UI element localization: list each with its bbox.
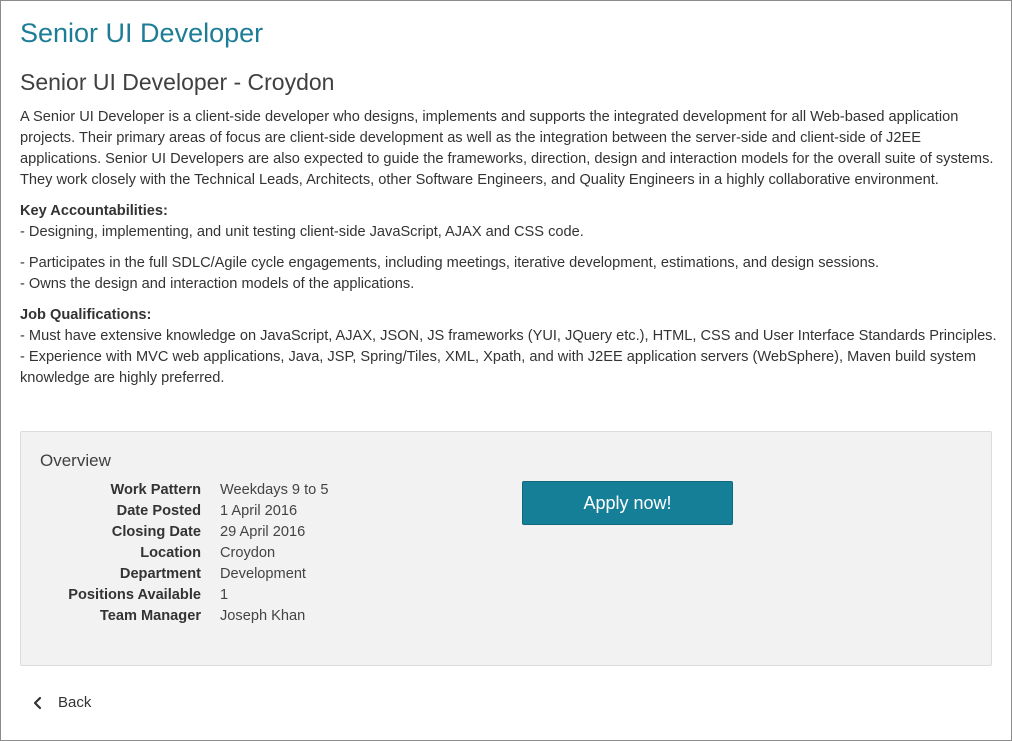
overview-panel [20,431,992,666]
job-description-section [20,107,1000,389]
accountability-item: - Participates in the full SDLC/Agile cycle engagements, including meetings, iterative development, estimations, and design sessions. [20,255,880,271]
detail-value: 29 April 2016 [220,524,306,540]
accountabilities-section [20,201,1000,295]
qualifications-heading: Job Qualifications: [20,307,152,323]
accountability-item: - Owns the design and interaction models of the applications. [20,276,415,292]
detail-value: Development [220,566,306,582]
chevron-left-icon [32,696,44,710]
detail-row-department [21,564,328,585]
detail-row-positions-available [21,585,328,606]
back-link[interactable] [32,694,91,711]
detail-label: Location [140,545,201,561]
job-description: A Senior UI Developer is a client-side developer who designs, implements and supports the integrated development for all Web-based application projects. Their primary areas of focus are client-side development as well as the integration between the server-side and client-side of J2EE applications. Senior UI Developers are also expected to guide the frameworks, direction, design and interaction models for the overall suite of systems. They work closely with the Technical Leads, Architects, other Software Engineers, and Quality Engineers in a highly collaborative environment. [20,109,994,188]
detail-label: Team Manager [99,608,201,624]
apply-now-button[interactable]: Apply now! [522,481,733,525]
overview-details [21,480,328,627]
detail-label: Positions Available [68,587,201,603]
overview-title: Overview [40,451,111,470]
detail-value: Joseph Khan [220,608,306,624]
detail-label: Date Posted [116,503,201,519]
detail-row-closing-date [21,522,328,543]
detail-label: Work Pattern [110,482,201,498]
detail-value: Croydon [220,545,276,561]
back-label: Back [58,694,92,711]
detail-row-team-manager [21,606,328,627]
qualification-item: - Experience with MVC web applications, Java, JSP, Spring/Tiles, XML, Xpath, and with J2EE application servers (WebSphere), Maven build system knowledge are highly preferred. [20,349,977,386]
accountability-item: - Designing, implementing, and unit testing client-side JavaScript, AJAX and CSS code. [20,224,584,240]
job-subtitle: Senior UI Developer - Croydon [20,69,335,95]
detail-value: Weekdays 9 to 5 [220,482,329,498]
detail-label: Department [119,566,201,582]
detail-value: 1 April 2016 [220,503,298,519]
detail-row-date-posted [21,501,328,522]
page-title: Senior UI Developer [20,18,264,48]
detail-label: Closing Date [111,524,201,540]
accountabilities-heading: Key Accountabilities: [20,203,168,219]
detail-value: 1 [220,587,229,603]
qualification-item: - Must have extensive knowledge on JavaScript, AJAX, JSON, JS frameworks (YUI, JQuery etc.), HTML, CSS and User Interface Standards Principles. [20,328,997,344]
detail-row-work-pattern [21,480,328,501]
detail-row-location [21,543,328,564]
qualifications-section [20,305,1000,389]
